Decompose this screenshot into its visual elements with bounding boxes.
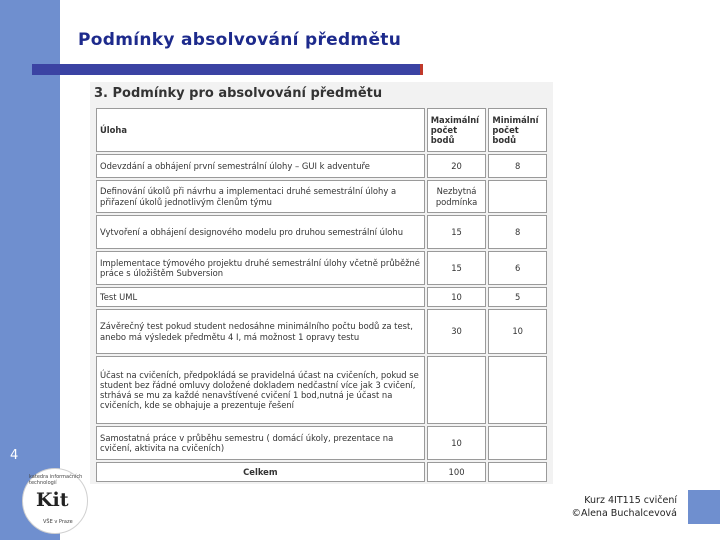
min-points-cell: 8	[488, 215, 547, 249]
max-points-cell	[427, 356, 487, 424]
column-header-max: Maximální počet bodů	[427, 108, 487, 152]
total-value: 100	[427, 462, 487, 482]
min-points-cell	[488, 356, 547, 424]
table-row	[96, 309, 547, 354]
max-points-cell: Nezbytná podmínka	[427, 180, 487, 213]
table-row	[96, 356, 547, 424]
slide-number: 4	[10, 448, 19, 463]
task-cell: Závěrečný test pokud student nedosáhne minimálního počtu bodů za test, anebo má výsledek předmětu 4 I, má možnost 1 opravy testu	[96, 309, 425, 354]
table-row	[96, 180, 547, 213]
column-header-min: Minimální počet bodů	[488, 108, 547, 152]
max-points-cell: 15	[427, 215, 487, 249]
task-cell: Test UML	[96, 287, 425, 307]
title-underline-accent	[420, 64, 423, 75]
table-row	[96, 215, 547, 249]
logo-text: Kit	[36, 489, 69, 511]
conditions-table	[94, 106, 549, 484]
min-points-cell	[488, 180, 547, 213]
min-points-cell: 10	[488, 309, 547, 354]
total-label: Celkem	[96, 462, 425, 482]
table-row	[96, 251, 547, 285]
footer	[571, 494, 677, 521]
table-total-row	[96, 462, 547, 482]
column-header-task: Úloha	[96, 108, 425, 152]
conditions-document	[90, 82, 553, 484]
min-points-cell	[488, 426, 547, 460]
task-cell: Definování úkolů při návrhu a implementaci druhé semestrální úlohy a přiřazení úkolů jednotlivým členům týmu	[96, 180, 425, 213]
footer-course: Kurz 4IT115 cvičení	[584, 495, 677, 506]
slide-title: Podmínky absolvování předmětu	[78, 30, 402, 50]
table-row	[96, 154, 547, 178]
footer-author: ©Alena Buchalcevová	[571, 508, 677, 520]
task-cell: Vytvoření a obhájení designového modelu pro druhou semestrální úlohu	[96, 215, 425, 249]
task-cell: Odevzdání a obhájení první semestrální úlohy – GUI k adventuře	[96, 154, 425, 178]
max-points-cell: 10	[427, 426, 487, 460]
left-accent-bar	[0, 0, 60, 540]
max-points-cell: 30	[427, 309, 487, 354]
table-header-row	[96, 108, 547, 152]
total-min-cell	[488, 462, 547, 482]
kit-logo	[22, 468, 88, 534]
task-cell: Účast na cvičeních, předpokládá se pravidelná účast na cvičeních, pokud se student bez řádné omluvy doložené dokladem nedčastní více jak 3 cvičení, strhává se mu za každé nenavštívené cvičení 1 bod,nutná je účast na cvičeních, kde se obhajuje a prezentuje řešení	[96, 356, 425, 424]
corner-accent-box	[688, 490, 720, 524]
logo-arc-text-bottom: VŠE v Praze	[43, 519, 73, 525]
title-underline	[32, 64, 422, 75]
max-points-cell: 10	[427, 287, 487, 307]
max-points-cell: 20	[427, 154, 487, 178]
max-points-cell: 15	[427, 251, 487, 285]
logo-arc-text-top: katedra informačních technologií	[29, 474, 83, 486]
min-points-cell: 5	[488, 287, 547, 307]
min-points-cell: 8	[488, 154, 547, 178]
document-heading: 3. Podmínky pro absolvování předmětu	[94, 86, 383, 101]
min-points-cell: 6	[488, 251, 547, 285]
task-cell: Implementace týmového projektu druhé semestrální úlohy včetně průběžné práce s úložištěm Subversion	[96, 251, 425, 285]
table-row	[96, 287, 547, 307]
table-row	[96, 426, 547, 460]
task-cell: Samostatná práce v průběhu semestru ( domácí úkoly, prezentace na cvičení, aktivita na cvičeních)	[96, 426, 425, 460]
